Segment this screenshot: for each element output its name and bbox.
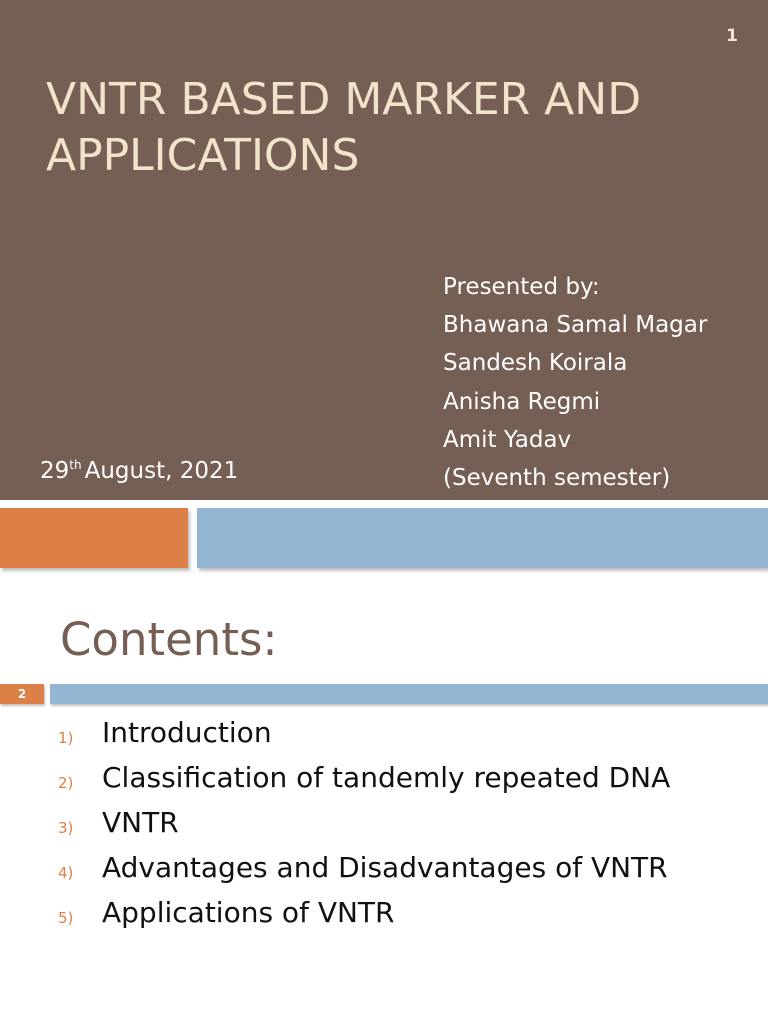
title-slide [0, 0, 768, 500]
presentation-title: VNTR BASED MARKER AND APPLICATIONS [46, 74, 642, 181]
presenters-block [443, 268, 707, 497]
list-item [58, 759, 748, 797]
semester-label: (Seventh semester) [443, 465, 671, 492]
list-item [58, 894, 748, 932]
list-item-number: 5) [58, 909, 74, 927]
list-item [58, 849, 748, 887]
list-item-text: VNTR [102, 806, 179, 839]
list-item-text: Classification of tandemly repeated DNA [102, 761, 671, 794]
presenter-name: Anisha Regmi [443, 388, 601, 415]
list-item-number: 1) [58, 729, 74, 747]
list-item-text: Advantages and Disadvantages of VNTR [102, 851, 668, 884]
contents-list [58, 714, 748, 939]
list-item-text: Applications of VNTR [102, 896, 395, 929]
slide-number: 1 [726, 26, 738, 46]
presenter-name: Bhawana Samal Magar [443, 312, 708, 339]
contents-title: Contents: [60, 613, 278, 666]
list-item-text: Introduction [102, 716, 272, 749]
presentation-date [40, 458, 238, 484]
list-item-number: 2) [58, 774, 74, 792]
presenter-name: Amit Yadav [443, 426, 572, 453]
date-ordinal-suffix: th [69, 458, 82, 472]
presenter-name: Sandesh Koirala [443, 350, 628, 377]
list-item-number: 4) [58, 864, 74, 882]
date-day: 29 [40, 458, 70, 484]
list-item-number: 3) [58, 819, 74, 837]
accent-bar-blue [50, 684, 768, 704]
accent-bar-orange [0, 508, 188, 568]
presented-by-label: Presented by: [443, 274, 600, 300]
list-item [58, 804, 748, 842]
date-rest: August, 2021 [84, 458, 239, 484]
slide-number: 2 [0, 684, 44, 704]
accent-bar-blue [197, 508, 768, 568]
list-item [58, 714, 748, 752]
